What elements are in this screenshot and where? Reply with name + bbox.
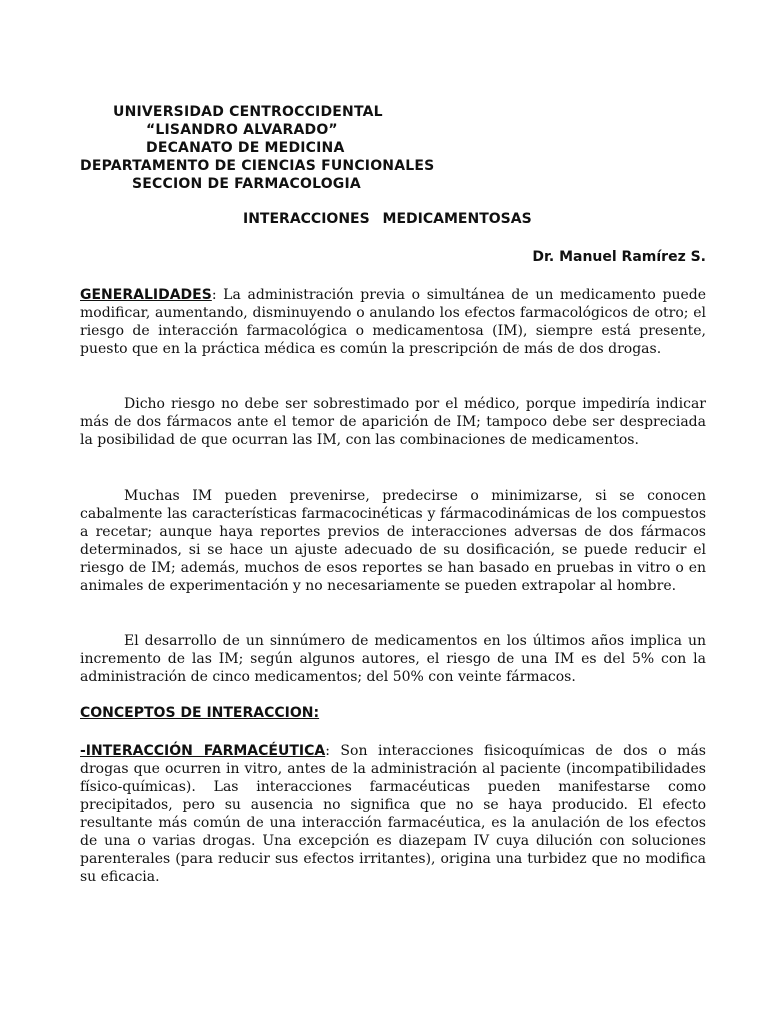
paragraph-desarrollo: El desarrollo de un sinnúmero de medicamentos en los últimos años implica un incremento de las IM; según algunos autores, el riesgo de una IM es del 5% con la administración de cinco medicamentos; del 50% con veinte fármacos.: [80, 633, 706, 685]
header-faculty: DECANATO DE MEDICINA: [146, 140, 345, 156]
header-section: SECCION DE FARMACOLOGIA: [132, 176, 361, 192]
section-heading-conceptos: CONCEPTOS DE INTERACCION:: [80, 705, 320, 721]
header-campus: “LISANDRO ALVARADO”: [146, 122, 338, 138]
paragraph-text: : Son interacciones fisicoquímicas de dos o más drogas que ocurren in vitro, antes de la administración al paciente (incompatibilidades físico-químicas). Las interacciones farmacéuticas pueden manifestarse como precipitados, pero su ausencia no significa que no se haya producido. El efecto resultante más común de una interacción farmacéutica, es la anulación de los efectos de una o varias drogas. Una excepción es diazepam IV cuya dilución con soluciones parenterales (para reducir sus efectos irritantes), origina una turbidez que no modifica su eficacia.: [80, 743, 706, 885]
paragraph-prevencion: Muchas IM pueden prevenirse, predecirse o minimizarse, si se conocen cabalmente las características farmacocinéticas y fármacodinámicas de los compuestos a recetar; aunque haya reportes previos de interacciones adversas de dos fármacos determinados, si se hace un ajuste adecuado de su dosificación, se puede reducir el riesgo de IM; además, muchos de esos reportes se han basado en pruebas in vitro o en animales de experimentación y no necesariamente se pueden extrapolar al hombre.: [80, 488, 706, 594]
paragraph-interaccion-farmaceutica: [80, 742, 706, 886]
paragraph-text: : La administración previa o simultánea de un medicamento puede modificar, aumentando, disminuyendo o anulando los efectos farmacológicos de otro; el riesgo de interacción farmacológica o medicamentosa (IM), siempre está presente, puesto que en la práctica médica es común la prescripción de más de dos drogas.: [80, 287, 706, 357]
paragraph-riesgo: Dicho riesgo no debe ser sobrestimado por el médico, porque impediría indicar más de dos fármacos ante el temor de aparición de IM; tampoco debe ser despreciada la posibilidad de que ocurran las IM, con las combinaciones de medicamentos.: [80, 396, 706, 448]
document-title: INTERACCIONES MEDICAMENTOSAS: [243, 211, 532, 227]
header-department: DEPARTAMENTO DE CIENCIAS FUNCIONALES: [80, 158, 435, 174]
author-name: Dr. Manuel Ramírez S.: [532, 249, 706, 265]
paragraph-generalidades: [80, 286, 706, 358]
paragraph-lead-interaccion-farmaceutica: -INTERACCIÓN FARMACÉUTICA: [80, 743, 326, 759]
header-university: UNIVERSIDAD CENTROCCIDENTAL: [113, 104, 383, 120]
paragraph-lead-generalidades: GENERALIDADES: [80, 287, 212, 303]
